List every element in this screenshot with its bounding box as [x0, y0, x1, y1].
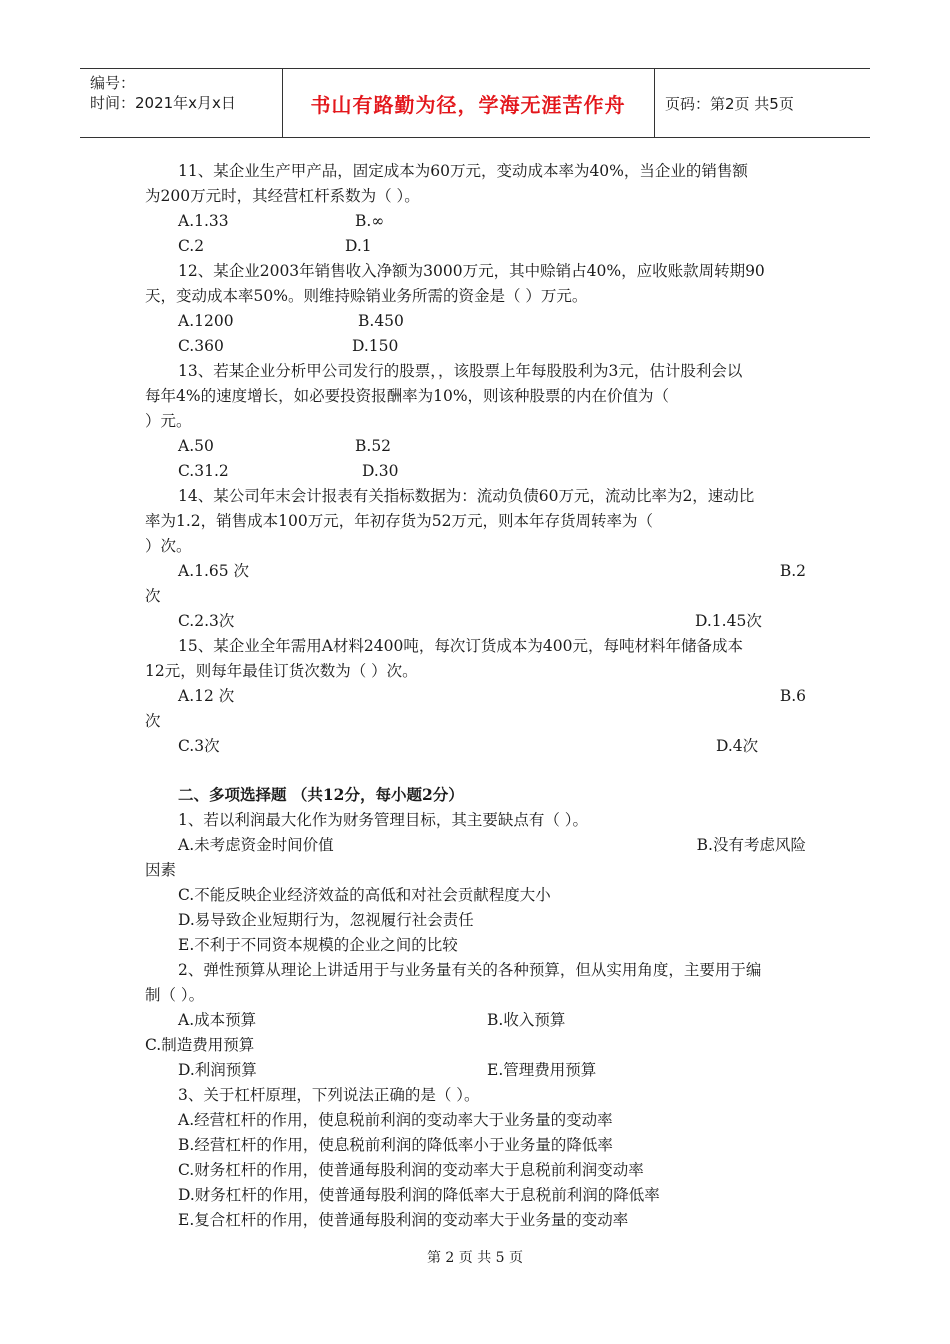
q14-option-c: C.2.3次 [178, 612, 235, 630]
document-number-label: 编号： [90, 74, 136, 92]
document-time-label: 时间：2021年x月x日 [90, 94, 236, 112]
mc2-option-c: C.制造费用预算 [145, 1036, 255, 1054]
q11-option-c: C.2 [178, 237, 205, 255]
mc3-option-b: B.经营杠杆的作用，使息税前利润的降低率小于业务量的降低率 [178, 1136, 613, 1154]
mc2-option-b: B.收入预算 [487, 1011, 566, 1029]
header-motto: 书山有路勤为径，学海无涯苦作舟 [282, 69, 655, 137]
page-number-label: 页码：第2页 共5页 [665, 94, 794, 113]
mc-question-1-text: 1、若以利润最大化作为财务管理目标，其主要缺点有（ ）。 [178, 811, 589, 829]
mc-question-2-text-cont: 制（ ）。 [145, 986, 205, 1004]
q13-option-a: A.50 [178, 437, 214, 455]
section-2-heading: 二、多项选择题 （共12分，每小题2分） [178, 785, 464, 804]
mc3-option-c: C.财务杠杆的作用，使普通每股利润的变动率大于息税前利润变动率 [178, 1161, 644, 1179]
q13-option-d: D.30 [362, 462, 399, 480]
mc3-option-e: E.复合杠杆的作用，使普通每股利润的变动率大于业务量的变动率 [178, 1211, 629, 1229]
mc1-option-e: E.不利于不同资本规模的企业之间的比较 [178, 936, 458, 954]
mc3-option-d: D.财务杠杆的作用，使普通每股利润的降低率大于息税前利润的降低率 [178, 1186, 660, 1204]
question-11-text-cont: 为200万元时，其经营杠杆系数为（ ）。 [145, 187, 420, 205]
mc1-option-b: B.没有考虑风险 [696, 836, 806, 854]
question-15-text: 15、某企业全年需用A材料2400吨，每次订货成本为400元，每吨材料年储备成本 [178, 637, 743, 655]
q12-option-a: A.1200 [178, 312, 234, 330]
question-12-text: 12、某企业2003年销售收入净额为3000万元，其中赊销占40%，应收账款周转期90 [178, 262, 765, 280]
mc1-option-d: D.易导致企业短期行为，忽视履行社会责任 [178, 911, 474, 929]
question-12-text-cont: 天，变动成本率50%。则维持赊销业务所需的资金是（ ）万元。 [145, 287, 588, 305]
q15-option-a: A.12 次 [178, 687, 235, 705]
q12-option-b: B.450 [358, 312, 404, 330]
q13-option-c: C.31.2 [178, 462, 229, 480]
header-page-info [655, 69, 870, 137]
question-13-text-end: ）元。 [145, 412, 192, 430]
question-15-text-cont: 12元，则每年最佳订货次数为（ ）次。 [145, 662, 418, 680]
q12-option-c: C.360 [178, 337, 224, 355]
question-11-text: 11、某企业生产甲产品，固定成本为60万元，变动成本率为40%，当企业的销售额 [178, 162, 748, 180]
question-14-text: 14、某公司年末会计报表有关指标数据为：流动负债60万元，流动比率为2，速动比 [178, 487, 755, 505]
mc3-option-a: A.经营杠杆的作用，使息税前利润的变动率大于业务量的变动率 [178, 1111, 613, 1129]
mc1-option-b-cont: 因素 [145, 861, 177, 879]
mc-question-2-text: 2、弹性预算从理论上讲适用于与业务量有关的各种预算，但从实用角度，主要用于编 [178, 961, 762, 979]
q14-option-b-unit: 次 [145, 587, 161, 605]
q11-option-b: B.∞ [355, 212, 385, 230]
q15-option-b-unit: 次 [145, 712, 161, 730]
question-13-text: 13、若某企业分析甲公司发行的股票，，该股票上年每股股利为3元，估计股利会以 [178, 362, 743, 380]
mc2-option-a: A.成本预算 [178, 1011, 257, 1029]
q11-option-d: D.1 [345, 237, 372, 255]
mc2-option-d: D.利润预算 [178, 1061, 257, 1079]
q13-option-b: B.52 [355, 437, 392, 455]
q14-option-d: D.1.45次 [695, 612, 762, 630]
mc-question-3-text: 3、关于杠杆原理，下列说法正确的是（ ）。 [178, 1086, 480, 1104]
document-header [80, 68, 870, 138]
q14-option-a: A.1.65 次 [178, 562, 250, 580]
mc1-option-c: C.不能反映企业经济效益的高低和对社会贡献程度大小 [178, 886, 551, 904]
page-footer: 第 2 页 共 5 页 [426, 1250, 524, 1266]
q15-option-d: D.4次 [716, 737, 759, 755]
mc1-option-a: A.未考虑资金时间价值 [178, 836, 334, 854]
question-14-text-cont: 率为1.2，销售成本100万元，年初存货为52万元，则本年存货周转率为（ [145, 512, 653, 530]
q14-option-b: B.2 [779, 562, 806, 580]
header-meta [80, 69, 283, 137]
question-13-text-cont: 每年4%的速度增长，如必要投资报酬率为10%，则该种股票的内在价值为（ [145, 387, 670, 405]
q11-option-a: A.1.33 [178, 212, 229, 230]
question-14-text-end: ）次。 [145, 537, 192, 555]
q12-option-d: D.150 [352, 337, 399, 355]
mc2-option-e: E.管理费用预算 [487, 1061, 597, 1079]
q15-option-b: B.6 [779, 687, 806, 705]
q15-option-c: C.3次 [178, 737, 220, 755]
